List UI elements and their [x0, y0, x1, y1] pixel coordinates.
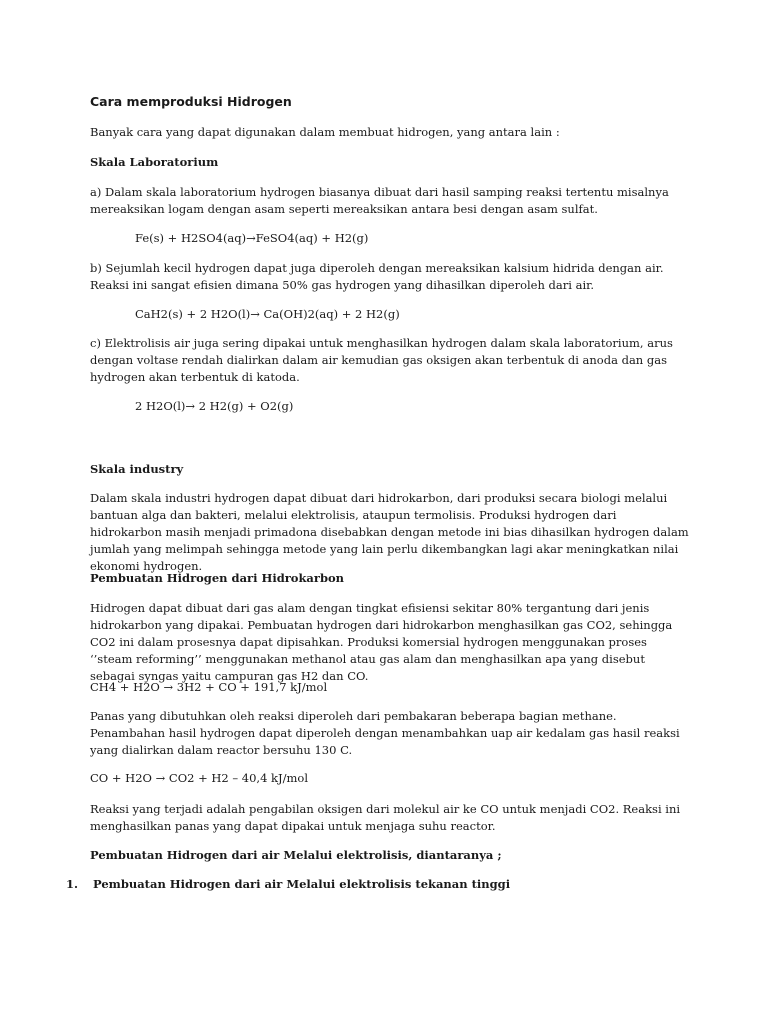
intro-paragraph: Banyak cara yang dapat digunakan dalam membuat hidrogen, yang antara lain :: [90, 125, 560, 139]
reaction-paragraph: Reaksi yang terjadi adalah pengabilan oksigen dari molekul air ke CO untuk menjadi CO2. Reaksi ini menghasilkan panas yang dapat dipakai untuk menjaga suhu reactor.: [90, 802, 681, 833]
industry-paragraph: Dalam skala industri hydrogen dapat dibuat dari hidrokarbon, dari produksi secara biologi melalui bantuan alga dan bakteri, melalui elektrolisis, ataupun termolisis. Produksi hydrogen dari hidrokarbon masih menjadi primadona disebabkan dengan metode ini bias dihasilkan hydrogen dalam jumlah yang melimpah sehingga metode yang lain perlu dikembangkan lagi akar meningkatkan nilai ekonomi hydrogen.: [90, 491, 689, 573]
hydrocarbon-heading: Pembuatan Hidrogen dari Hidrokarbon: [90, 571, 345, 585]
list-item: Pembuatan Hidrogen dari air Melalui elektrolisis tekanan tinggi: [93, 877, 511, 891]
list-number: 1.: [66, 877, 79, 891]
item-b-paragraph: b) Sejumlah kecil hydrogen dapat juga diperoleh dengan mereaksikan kalsium hidrida dengan air. Reaksi ini sangat efisien dimana 50% gas hydrogen yang dihasilkan diperoleh dari air.: [90, 261, 664, 292]
item-c-paragraph: c) Elektrolisis air juga sering dipakai untuk menghasilkan hydrogen dalam skala laboratorium, arus dengan voltase rendah dialirkan dalam air kemudian gas oksigen akan terbentuk di anoda dan gas hydrogen akan terbentuk di katoda.: [90, 336, 673, 384]
equation-e: CO + H2O → CO2 + H2 – 40,4 kJ/mol: [90, 771, 309, 785]
electrolysis-heading: Pembuatan Hidrogen dari air Melalui elektrolisis, diantaranya ;: [90, 848, 502, 862]
industry-heading: Skala industry: [90, 462, 184, 476]
equation-d: CH4 + H2O → 3H2 + CO + 191,7 kJ/mol: [90, 680, 328, 694]
hydrocarbon-paragraph: Hidrogen dapat dibuat dari gas alam dengan tingkat efisiensi sekitar 80% tergantung dari jenis hidrokarbon yang dipakai. Pembuatan hydrogen dari hidrokarbon menghasilkan gas CO2, sehingga CO2 ini dalam prosesnya dapat dipisahkan. Produksi komersial hydrogen menggunakan proses ‘’steam reforming’’ menggunakan methanol atau gas alam dan menghasilkan apa yang disebut sebagai syngas yaitu campuran gas H2 dan CO.: [90, 601, 673, 683]
equation-b: CaH2(s) + 2 H2O(l)→ Ca(OH)2(aq) + 2 H2(g): [135, 307, 400, 321]
equation-a: Fe(s) + H2SO4(aq)→FeSO4(aq) + H2(g): [135, 231, 369, 245]
heat-paragraph: Panas yang dibutuhkan oleh reaksi diperoleh dari pembakaran beberapa bagian methane. Penambahan hasil hydrogen dapat diperoleh dengan menambahkan uap air kedalam gas hasil reaksi yang dialirkan dalam reactor bersuhu 130 C.: [90, 709, 680, 757]
equation-c: 2 H2O(l)→ 2 H2(g) + O2(g): [135, 399, 294, 413]
document-title: Cara memproduksi Hidrogen: [90, 94, 292, 109]
lab-heading: Skala Laboratorium: [90, 155, 219, 169]
item-a-paragraph: a) Dalam skala laboratorium hydrogen biasanya dibuat dari hasil samping reaksi tertentu misalnya mereaksikan logam dengan asam seperti mereaksikan antara besi dengan asam sulfat.: [90, 185, 669, 216]
